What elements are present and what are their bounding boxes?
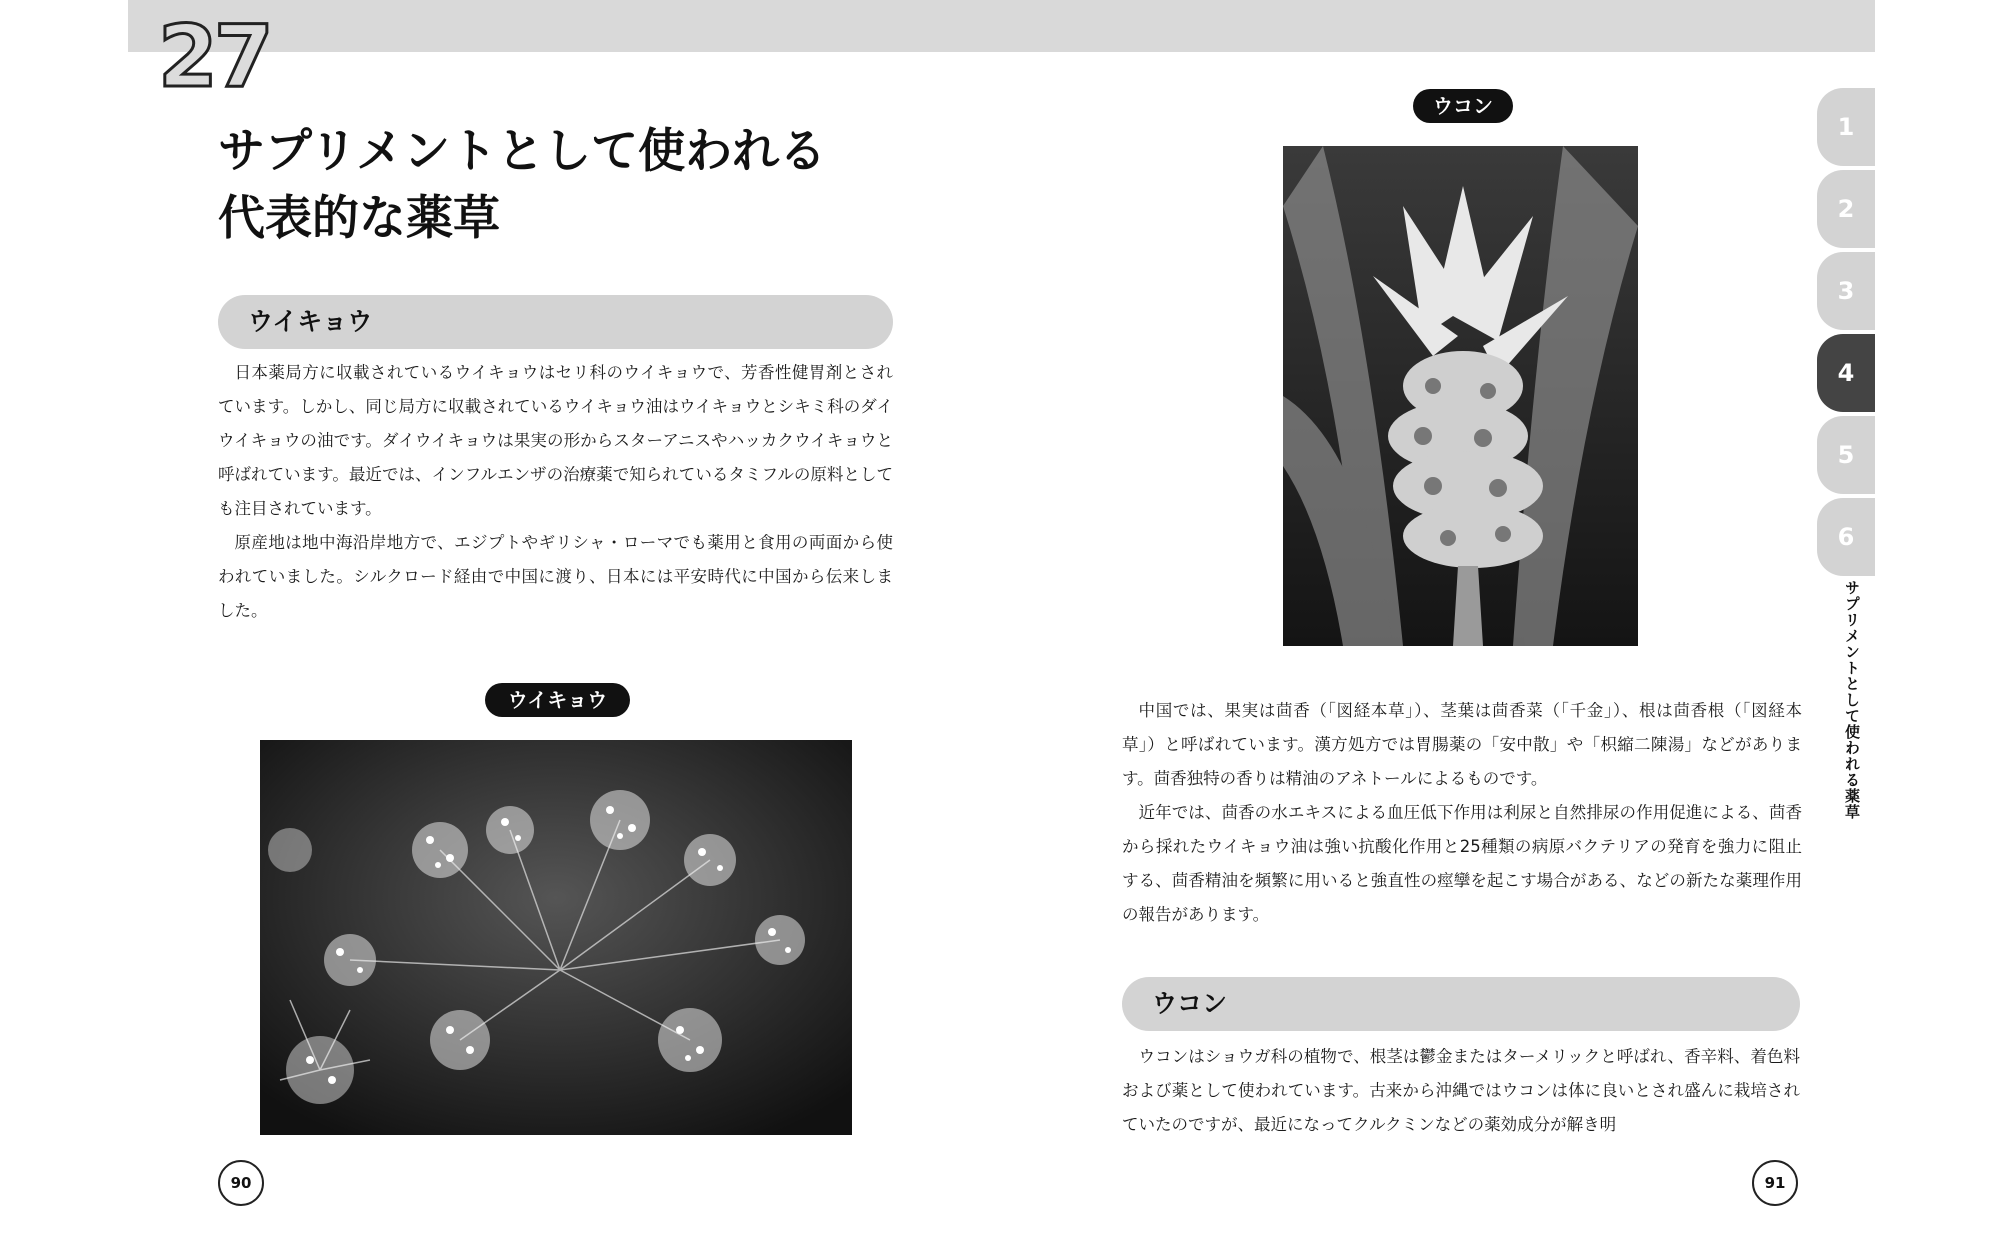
ukon-paragraph-1: ウコンはショウガ科の植物で、根茎は鬱金またはターメリックと呼ばれ、香辛料、着色料および薬として使われています。古来から沖縄ではウコンは体に良いとされ盛んに栽培されていたのですが、最近になってクルクミンなどの薬効成分が解き明: [1122, 1047, 1800, 1134]
uikyou-cont-paragraph-1: 中国では、果実は茴香（「図経本草」）、茎葉は茴香菜（「千金」）、根は茴香根（「図経本草」）と呼ばれています。漢方処方では胃腸薬の「安中散」や「枳縮二陳湯」などがあります。茴香独特の香りは精油のアネトールによるものです。: [1122, 701, 1802, 788]
uikyou-paragraph-1: 日本薬局方に収載されているウイキョウはセリ科のウイキョウで、芳香性健胃剤とされています。しかし、同じ局方に収載されているウイキョウ油はウイキョウとシキミ科のダイウイキョウの油です。ダイウイキョウは果実の形からスターアニスやハッカクウイキョウと呼ばれています。最近では、インフルエンザの治療薬で知られているタミフルの原料としても注目されています。: [218, 363, 893, 518]
page-number-right: 91: [1752, 1160, 1798, 1206]
chapter-number: 27: [158, 7, 270, 107]
page-title: [218, 118, 938, 252]
chapter-tab-6[interactable]: 6: [1817, 498, 1875, 576]
chapter-tab-5[interactable]: 5: [1817, 416, 1875, 494]
side-chapter-label: サプリメントとして使われる薬草: [1843, 580, 1861, 820]
title-line-2: 代表的な薬草: [218, 191, 500, 246]
chapter-tab-3[interactable]: 3: [1817, 252, 1875, 330]
uikyou-continued-body: [1122, 694, 1802, 932]
page-number-left: 90: [218, 1160, 264, 1206]
ukon-photo: [1283, 146, 1638, 646]
uikyou-paragraph-2: 原産地は地中海沿岸地方で、エジプトやギリシャ・ローマでも薬用と食用の両面から使われていました。シルクロード経由で中国に渡り、日本には平安時代に中国から伝来しました。: [218, 533, 893, 620]
chapter-tab-4[interactable]: 4: [1817, 334, 1875, 412]
uikyou-cont-paragraph-2: 近年では、茴香の水エキスによる血圧低下作用は利尿と自然排尿の作用促進による、茴香から採れたウイキョウ油は強い抗酸化作用と25種類の病原バクテリアの発育を強力に阻止する、茴香精油を頻繁に用いると強直性の痙攣を起こす場合がある、などの新たな薬理作用の報告があります。: [1122, 803, 1802, 924]
top-gray-band: [128, 0, 1875, 52]
chapter-tab-2[interactable]: 2: [1817, 170, 1875, 248]
uikyou-photo-caption: ウイキョウ: [485, 683, 630, 717]
section-heading-ukon: ウコン: [1122, 977, 1800, 1031]
ukon-body: [1122, 1040, 1800, 1142]
title-line-1: サプリメントとして使われる: [218, 124, 827, 179]
ukon-flower-image: [1283, 146, 1638, 646]
ukon-photo-caption: ウコン: [1413, 89, 1513, 123]
uikyou-flower-image: [260, 740, 852, 1135]
uikyou-photo: [260, 740, 852, 1135]
uikyou-body: [218, 356, 893, 628]
chapter-tab-1[interactable]: 1: [1817, 88, 1875, 166]
section-heading-uikyou: ウイキョウ: [218, 295, 893, 349]
